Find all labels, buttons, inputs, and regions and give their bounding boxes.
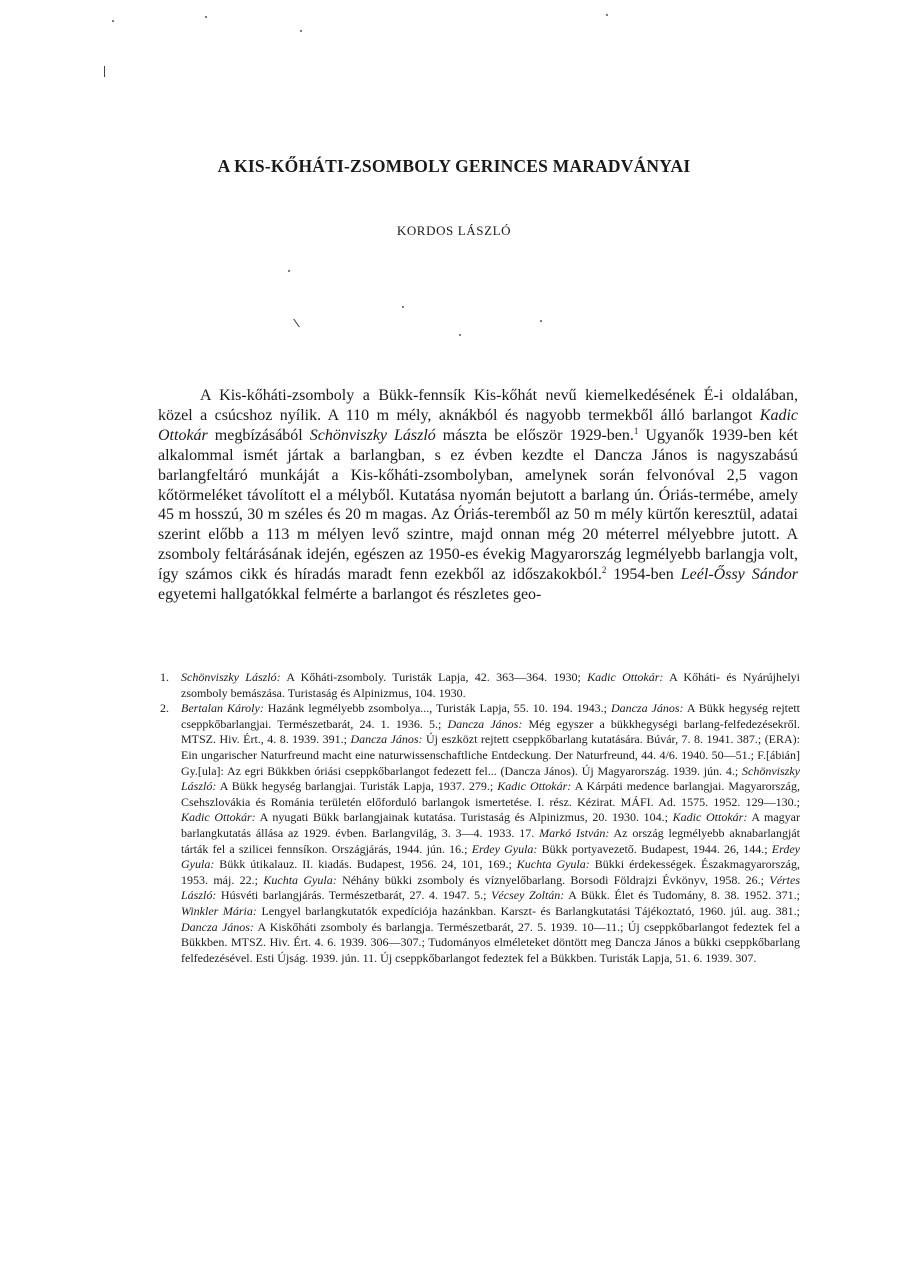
text-run: A Kőháti- és Nyárújhelyi zsomboly bemászása. Turistaság és Alpinizmus, 104. 1930. <box>181 670 801 700</box>
text-run: Az ország legmélyebb aknabarlangját tárták fel a szilicei fennsíkon. Országjárás, 1944. jún. 16.; <box>181 825 800 856</box>
text-run: A Kis-kőháti-zsomboly a Bükk-fennsík Kis-kőhát nevű kiemelkedésének É-i oldalában, közel a csúcshoz nyílik. A 110 m mély, aknákból és nagyobb termekből álló barlangot <box>158 387 798 424</box>
text-run: Még egyszer a bükkhegységi barlang-felfedezésekről. MTSZ. Hiv. Ért., 4. 8. 1939. 391.; <box>181 716 801 747</box>
text-run: A Bükk hegység rejtett cseppkőbarlangjai. Természetbarát, 24. 1. 1936. 5.; <box>181 701 800 731</box>
footnote-item <box>160 701 800 966</box>
text-run: A Kőháti-zsomboly. Turisták Lapja, 42. 363—364. 1930; <box>280 670 588 684</box>
italic-name: Kuchta Gyula: <box>516 857 590 872</box>
scan-mark <box>104 66 105 77</box>
text-run: Lengyel barlangkutatók expedíciója hazánkban. Karszt- és Barlangkutatási Tájékoztató, 1960. júl. aug. 381.; <box>256 903 800 918</box>
italic-name: Dancza János: <box>447 716 523 731</box>
text-run: Ugyanők 1939-ben két alkalommal ismét jártak a barlangban, s ez évben kezdte el Dancza János is nagyszabású barlangfeltáró munkáját a Kis-kőháti-zsombolyban, amelynek során felvonóval 2,5 vagon kőtörmeléket távolított el a mélyből. Kutatása nyomán bejutott a barlang ún. Óriás-termébe, amely 45 m hosszú, 30 m széles és 20 m magas. Az Óriás-teremből az 50 m mély kürtőn keresztül, adatai szerint előbb a 113 m mélyen levő szintre, majd onnan még 20 méterrel mélyebbre jutott. A zsomboly feltárásának idején, egészen az 1950-es évekig Magyarország legmélyebb barlangja volt, így számos cikk és híradás maradt fenn ezekből az időszakokból. <box>158 426 798 584</box>
italic-name: Markó István: <box>539 825 610 840</box>
footnote-ref: 2 <box>601 565 607 576</box>
body-paragraph <box>158 386 798 605</box>
scan-speck <box>459 334 461 336</box>
text-run: Hazánk legmélyebb zsombolya..., Turisták Lapja, 55. 10. 194. 1943.; <box>263 701 611 716</box>
scan-speck <box>606 14 608 16</box>
footnote-item <box>160 670 800 701</box>
scan-speck <box>402 306 404 308</box>
italic-name: Kadic Ottokár: <box>672 810 748 825</box>
text-run: Húsvéti barlangjárás. Természetbarát, 27. 4. 1947. 5.; <box>216 888 492 903</box>
text-run: A Bükk hegység barlangjai. Turisták Lapja, 1937. 279.; <box>216 779 498 794</box>
italic-name: Kadic Ottokár: <box>587 670 664 684</box>
footnote-ref: 1 <box>633 425 639 436</box>
text-run: 1954-ben <box>606 566 681 584</box>
italic-name: Erdey Gyula: <box>471 841 538 856</box>
scan-speck <box>540 320 542 322</box>
text-run: megbízásából <box>207 426 310 444</box>
italic-name: Schönviszky László: <box>181 670 281 684</box>
scan-speck <box>205 16 207 18</box>
text-run: A nyugati Bükk barlangjainak kutatása. Turistaság és Alpinizmus, 20. 1930. 104.; <box>255 810 673 825</box>
footnotes <box>160 670 800 966</box>
text-run: A Bükk. Élet és Tudomány, 8. 38. 1952. 371.; <box>564 888 800 903</box>
scan-mark <box>293 319 300 328</box>
text-run: A Kárpáti medence barlangjai. Magyarország, Csehszlovákia és Románia területén előforduló barlangok ismertetése. I. rész. Kézirat. MÁFI. Ad. 1575. 1952. 129—130.; <box>181 779 800 809</box>
italic-name: Kadic Ottokár: <box>181 810 256 825</box>
italic-name: Bertalan Károly: <box>181 701 264 716</box>
text-run: A Kiskőháti zsomboly és barlangja. Természetbarát, 27. 5. 1939. 10—11.; Új cseppkőbarlangot fedeztek fel a Bükkben. MTSZ. Hiv. Ért. 4. 6. 1939. 306—307.; Tudományos elméleteket döntött meg Dancza János a bükki cseppkőbarlang felfedezésével. Esti Újság. 1939. jún. 11. Új cseppkőbarlangot fedeztek fel a Bükkben. Turisták Lapja, 51. 6. 1939. 307. <box>181 919 800 965</box>
scan-speck <box>288 270 290 272</box>
text-run: A magyar barlangkutatás állása az 1929. évben. Barlangvilág, 3. 3—4. 1933. 17. <box>181 810 801 840</box>
italic-name: Dancza János: <box>610 701 684 716</box>
italic-name: Leél-Őssy Sándor <box>680 566 798 584</box>
footnote-number: 1. <box>160 670 169 684</box>
scan-speck <box>112 20 114 22</box>
italic-name: Erdey Gyula: <box>181 841 801 872</box>
article-author: KORDOS LÁSZLÓ <box>396 223 512 238</box>
text-run: Néhány bükki zsomboly és víznyelőbarlang. Borsodi Földrajzi Évkönyv, 1958. 26.; <box>336 872 770 887</box>
text-run: mászta be először 1929-ben. <box>435 426 634 444</box>
italic-name: Kuchta Gyula: <box>263 872 337 887</box>
text-run: Bükk portyavezető. Budapest, 1944. 26, 144.; <box>537 841 772 856</box>
italic-name: Vécsey Zoltán: <box>491 888 565 903</box>
italic-name: Winkler Mária: <box>181 903 257 918</box>
italic-name: Kadic Ottokár: <box>497 779 572 794</box>
italic-name: Kadic Ottokár <box>158 406 798 444</box>
article-body <box>158 386 798 605</box>
scan-speck <box>300 30 302 32</box>
italic-name: Vértes László: <box>181 872 801 903</box>
article-title: A KIS-KŐHÁTI-ZSOMBOLY GERINCES MARADVÁNYAI <box>217 156 691 176</box>
text-run: Bükki érdekességek. Északmagyarország, 1953. máj. 22.; <box>181 857 800 887</box>
italic-name: Schönviszky László: <box>181 763 800 794</box>
italic-name: Schönviszky László <box>309 426 436 444</box>
italic-name: Dancza János: <box>181 919 254 934</box>
text-run: Új eszközt rejtett cseppkőbarlang kutatására. Búvár, 7. 8. 1941. 387.; (ERA): Ein ungarischer Naturfreund macht eine naturwissenschaftliche Entdeckung. Der Naturfreund, 44. 4/6. 1940. 50—51.; F.[ábián] Gy.[ula]: Az egri Bükkben óriási cseppkőbarlangot fedezett fel... (Dancza János). Új Magyarország. 1939. jún. 4.; <box>181 732 801 778</box>
footnote-number: 2. <box>160 701 169 716</box>
italic-name: Dancza János: <box>350 732 423 747</box>
text-run: Bükk útikalauz. II. kiadás. Budapest, 1956. 24, 101, 169.; <box>214 857 517 872</box>
text-run: egyetemi hallgatókkal felmérte a barlangot és részletes geo- <box>158 586 542 604</box>
